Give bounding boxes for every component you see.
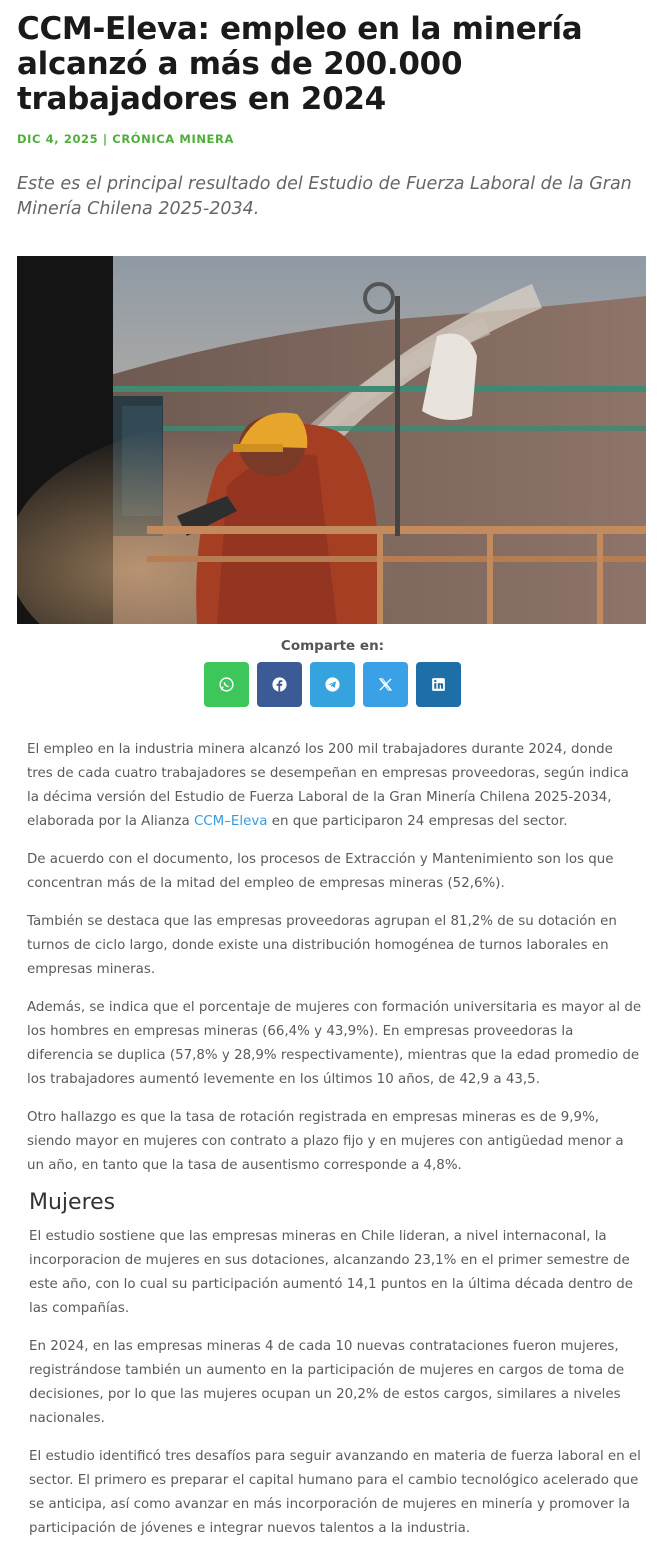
telegram-icon bbox=[324, 676, 341, 693]
telegram-share-button[interactable] bbox=[310, 662, 355, 707]
body-paragraph bbox=[27, 738, 642, 834]
body-paragraph: De acuerdo con el documento, los procesos de Extracción y Mantenimiento son los que concentran más de la mitad del empleo de empresas mineras (52,6%). bbox=[27, 852, 614, 891]
share-buttons bbox=[204, 662, 461, 707]
x-icon bbox=[377, 676, 394, 693]
article-body bbox=[27, 738, 642, 1192]
paragraph-text: en que participaron 24 empresas del sector. bbox=[267, 814, 568, 829]
body-paragraph: Además, se indica que el porcentaje de mujeres con formación universitaria es mayor al de los hombres en empresas mineras (66,4% y 43,9%). En empresas proveedoras la diferencia se duplica (57,8% y 28,9% respectivamente), mientras que la edad promedio de los trabajadores aumentó levemente en los últimos 10 años, de 42,9 a 43,5. bbox=[27, 1000, 642, 1087]
body-paragraph: El estudio sostiene que las empresas mineras en Chile lideran, a nivel internaconal, la incorporacion de mujeres en sus dotaciones, alcanzando 23,1% en el primer semestre de este año, con lo cual su participación aumentó 14,1 puntos en la última década dentro de las compañías. bbox=[29, 1229, 633, 1316]
body-paragraph: El estudio identificó tres desafíos para seguir avanzando en materia de fuerza laboral en el sector. El primero es preparar el capital humano para el cambio tecnológico acelerado que se anticipa, así como avanzar en más incorporación de mujeres en minería y promover la participación de jóvenes e integrar nuevos talentos a la industria. bbox=[29, 1449, 641, 1536]
linkedin-share-button[interactable] bbox=[416, 662, 461, 707]
facebook-share-button[interactable] bbox=[257, 662, 302, 707]
article-meta bbox=[17, 132, 234, 146]
linkedin-icon bbox=[430, 676, 447, 693]
share-label: Comparte en: bbox=[280, 638, 385, 654]
article-date: DIC 4, 2025 bbox=[17, 132, 99, 146]
x-share-button[interactable] bbox=[363, 662, 408, 707]
ccm-eleva-link[interactable]: CCM–Eleva bbox=[193, 814, 268, 829]
facebook-icon bbox=[271, 676, 288, 693]
hero-image bbox=[17, 256, 646, 624]
article-body-mujeres bbox=[29, 1225, 641, 1555]
article-subtitle: Este es el principal resultado del Estudio de Fuerza Laboral de la Gran Minería Chilena 2025-2034. bbox=[17, 174, 632, 219]
category-link[interactable]: CRÓNICA MINERA bbox=[112, 132, 234, 146]
whatsapp-share-button[interactable] bbox=[204, 662, 249, 707]
whatsapp-icon bbox=[218, 676, 235, 693]
body-paragraph: En 2024, en las empresas mineras 4 de cada 10 nuevas contrataciones fueron mujeres, registrándose también un aumento en la participación de mujeres en cargos de toma de decisiones, por lo que las mujeres ocupan un 20,2% de estos cargos, similares a niveles nacionales. bbox=[29, 1339, 625, 1426]
body-paragraph: Otro hallazgo es que la tasa de rotación registrada en empresas mineras es de 9,9%, siendo mayor en mujeres con contrato a plazo fijo y en mujeres con antigüedad menor a un año, en tanto que la tasa de ausentismo corresponde a 4,8%. bbox=[27, 1110, 624, 1173]
article-title: CCM-Eleva: empleo en la minería alcanzó a más de 200.000 trabajadores en 2024 bbox=[17, 11, 583, 117]
meta-separator: | bbox=[102, 132, 108, 146]
paragraph-text: El empleo en la industria minera alcanzó los 200 mil trabajadores durante 2024, donde tres de cada cuatro trabajadores se desempeñan en empresas proveedoras, según indica la décima versión del Estudio de Fuerza Laboral de la Gran Minería Chilena 2025-2034, elaborada por la Alianza bbox=[27, 742, 629, 829]
body-paragraph: También se destaca que las empresas proveedoras agrupan el 81,2% de su dotación en turnos de ciclo largo, donde existe una distribución homogénea de turnos laborales en empresas mineras. bbox=[27, 914, 617, 977]
section-heading-mujeres: Mujeres bbox=[29, 1190, 116, 1215]
